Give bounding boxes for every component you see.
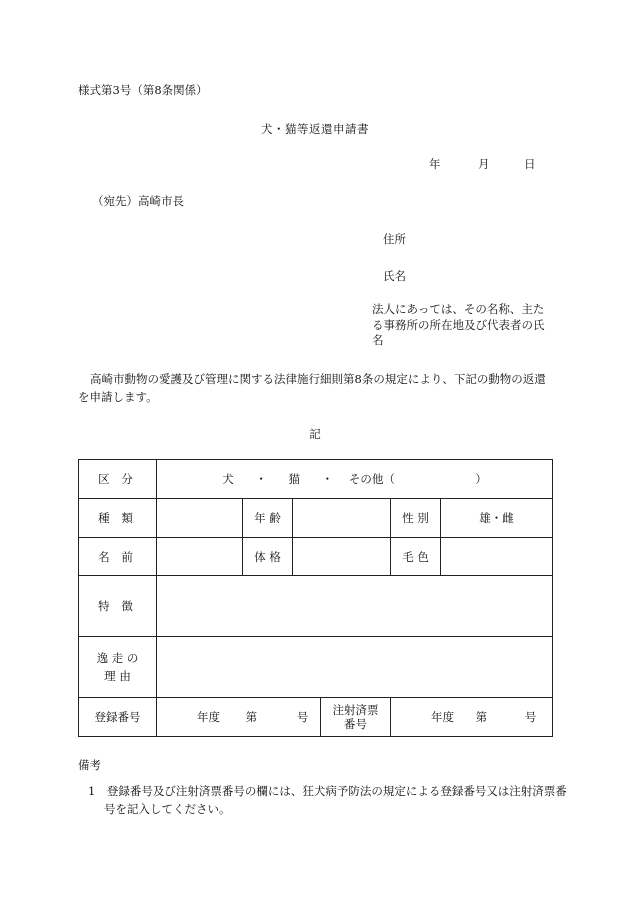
size-label: 体 格 <box>243 538 293 576</box>
category-sep-2: ・ <box>321 472 334 486</box>
animal-info-table <box>78 459 553 737</box>
registration-no: 第 <box>245 710 258 724</box>
category-options <box>157 460 553 499</box>
remarks-item-1: 1 登録番号及び注射済票番号の欄には、狂犬病予防法の規定による登録番号又は注射済票番号を記入してください。 <box>88 784 567 816</box>
size-field[interactable] <box>293 538 391 576</box>
kind-label: 種 類 <box>79 499 157 538</box>
registration-year: 年度 <box>197 710 220 724</box>
features-label: 特 徴 <box>79 576 157 637</box>
injection-label-line-2: 番号 <box>344 717 367 731</box>
escape-reason-label-line-1: 逸 走 の <box>96 651 139 665</box>
escape-reason-field[interactable] <box>157 637 553 698</box>
escape-reason-label-line-2: 理 由 <box>104 669 131 683</box>
sex-label: 性 別 <box>391 499 441 538</box>
row-registration <box>79 698 553 737</box>
application-statement: 高崎市動物の愛護及び管理に関する法律施行細則第8条の規定により、下記の動物の返還を申請します。 <box>78 372 546 404</box>
category-label: 区 分 <box>79 460 157 499</box>
addressee: （宛先）高崎市長 <box>92 194 184 208</box>
ki-marker: 記 <box>309 427 321 441</box>
corporation-note: 法人にあっては、その名称、主たる事務所の所在地及び代表者の氏名 <box>372 302 545 347</box>
applicant-name-label: 氏名 <box>383 269 406 283</box>
date-year: 年 <box>429 157 441 171</box>
category-cat[interactable]: 猫 <box>288 472 301 486</box>
date-day: 日 <box>524 157 536 171</box>
age-field[interactable] <box>293 499 391 538</box>
category-sep-1: ・ <box>255 472 267 486</box>
injection-label <box>321 698 391 737</box>
name-label: 名 前 <box>79 538 157 576</box>
registration-go: 号 <box>296 710 309 724</box>
registration-field[interactable] <box>157 698 321 737</box>
color-field[interactable] <box>441 538 553 576</box>
sex-value[interactable]: 雄・雌 <box>441 499 553 538</box>
row-features <box>79 576 553 637</box>
form-id: 様式第3号（第8条関係） <box>78 83 208 97</box>
injection-field[interactable] <box>391 698 553 737</box>
injection-go: 号 <box>524 710 537 724</box>
injection-no: 第 <box>475 710 488 724</box>
category-dog[interactable]: 犬 <box>222 472 234 486</box>
remarks-heading: 備考 <box>78 758 101 772</box>
row-category <box>79 460 553 499</box>
applicant-address-label: 住所 <box>383 232 406 246</box>
features-field[interactable] <box>157 576 553 637</box>
color-label: 毛 色 <box>391 538 441 576</box>
injection-label-line-1: 注射済票 <box>332 703 379 717</box>
row-kind <box>79 499 553 538</box>
escape-reason-label <box>79 637 157 698</box>
registration-label: 登録番号 <box>79 698 157 737</box>
age-label: 年 齢 <box>243 499 293 538</box>
row-name <box>79 538 553 576</box>
injection-year: 年度 <box>431 710 454 724</box>
kind-field[interactable] <box>157 499 243 538</box>
category-other[interactable]: その他（ ） <box>348 472 487 486</box>
row-escape-reason <box>79 637 553 698</box>
document-title: 犬・猫等返還申請書 <box>261 122 369 136</box>
date-month: 月 <box>478 157 490 171</box>
name-field[interactable] <box>157 538 243 576</box>
